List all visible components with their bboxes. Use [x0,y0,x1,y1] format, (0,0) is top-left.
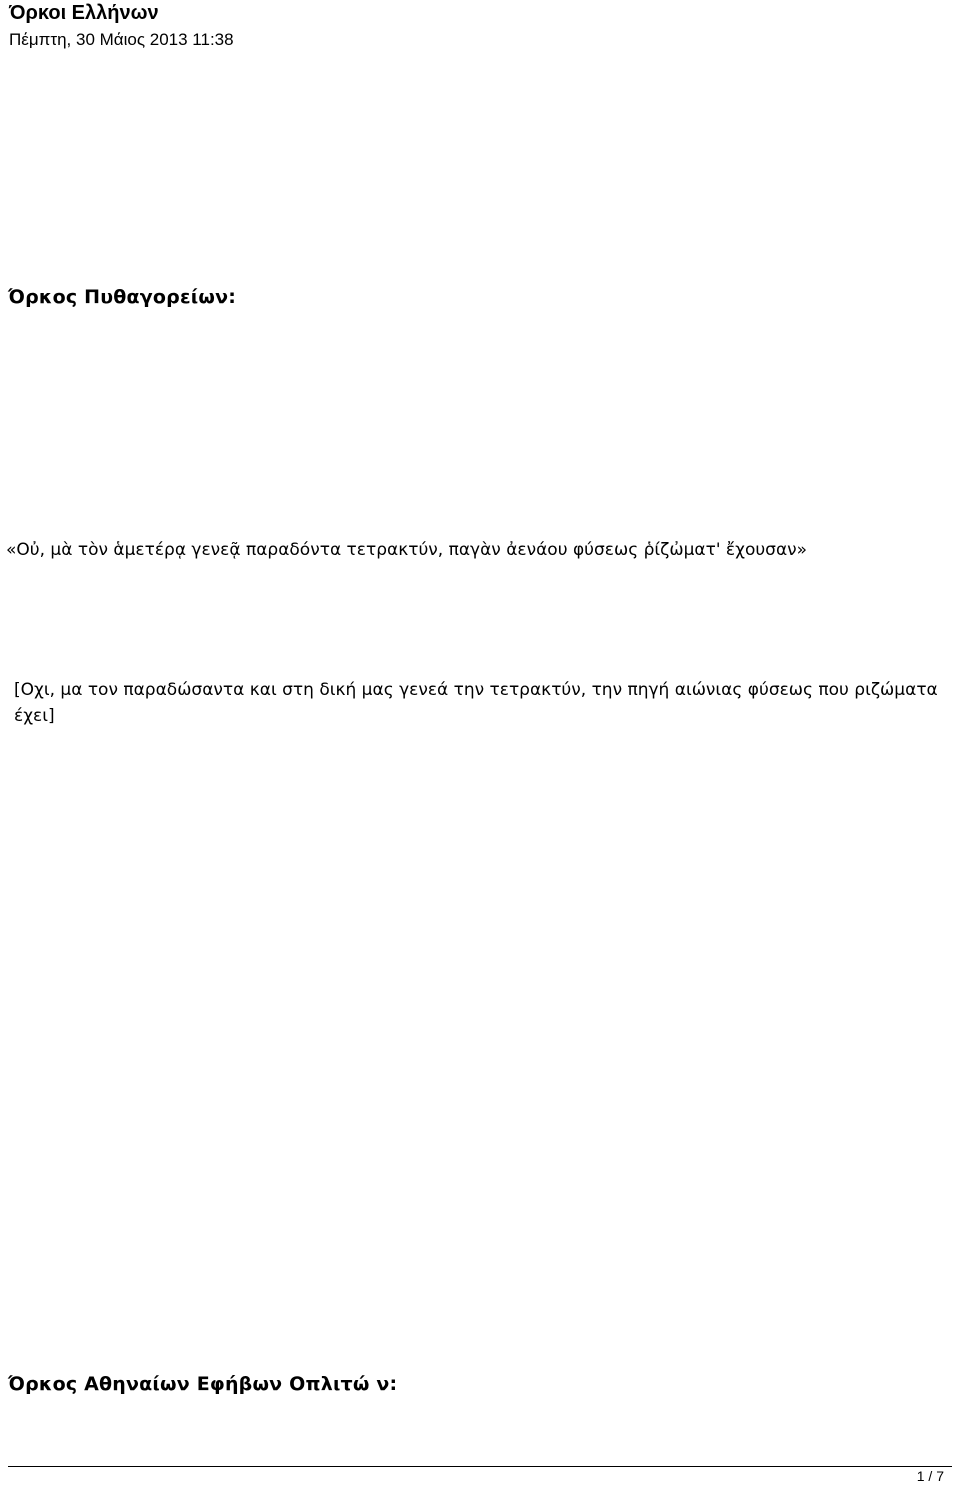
footer-divider [8,1466,952,1467]
section-heading-pythagoreans: Όρκος Πυθαγορείων: [8,286,237,308]
page-number: 1 / 7 [916,1468,944,1484]
page-footer [8,1466,952,1484]
page-header [9,0,234,51]
section-heading-ephebes: Όρκος Αθηναίων Εφήβων Οπλιτώ ν: [8,1373,398,1395]
quote-translation: [Οχι, μα τον παραδώσαντα και στη δική μας γενεά την τετρακτύν, την πηγή αιώνιας φύσεως που ριζώματα έχει] [14,680,938,726]
document-date: Πέμπτη, 30 Μάιος 2013 11:38 [9,30,234,49]
quote-original-greek: «Οὐ, μὰ τὸν ἁμετέρᾳ γενεᾷ παραδόντα τετρακτύν, παγὰν ἀενάου φύσεως ῥίζὠματ' ἔχουσαν» [6,540,808,560]
document-title: Όρκοι Ελλήνων [9,2,159,24]
